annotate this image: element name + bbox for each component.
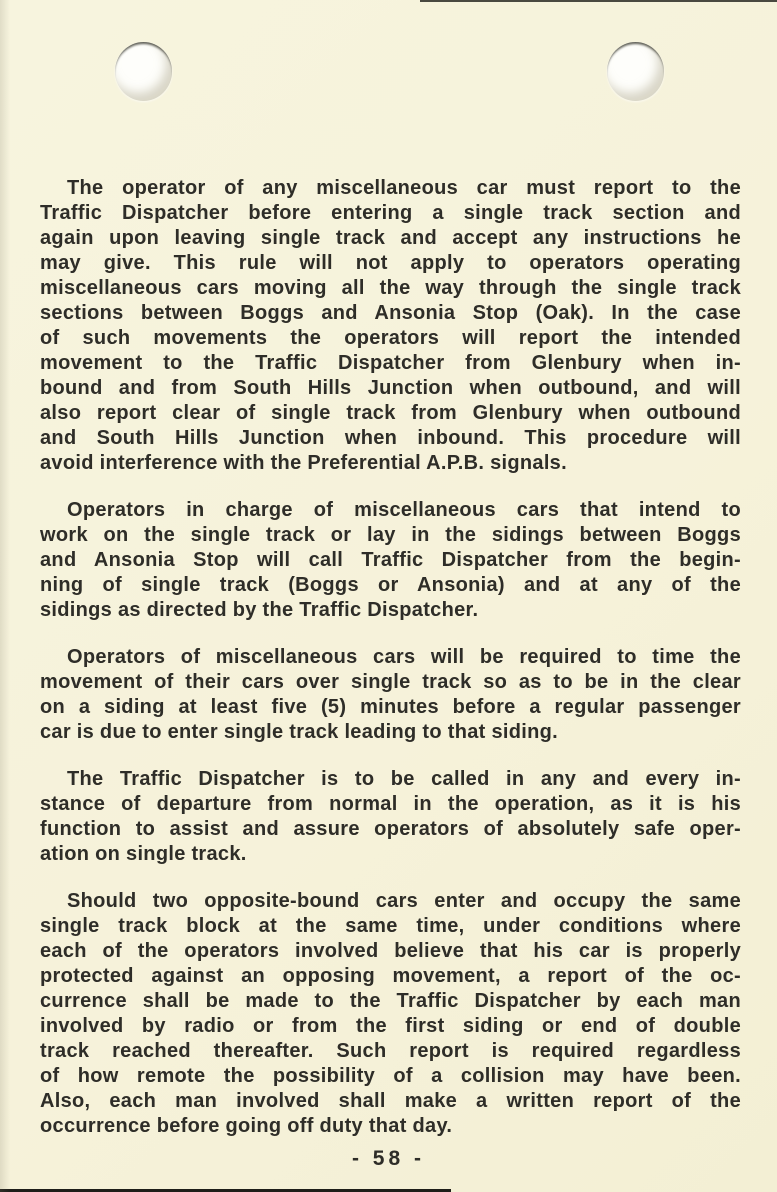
text-line: function to assist and assure operators of absolutely safe oper- [40, 818, 741, 840]
paragraph [40, 498, 741, 623]
text-line: may give. This rule will not apply to operators operating [40, 252, 741, 274]
text-line: and South Hills Junction when inbound. This procedure will [40, 427, 741, 449]
text-line: movement to the Traffic Dispatcher from Glenbury when in- [40, 352, 741, 374]
text-line: also report clear of single track from Glenbury when outbound [40, 402, 741, 424]
text-line: again upon leaving single track and accept any instructions he [40, 227, 741, 249]
text-line: Should two opposite-bound cars enter and occupy the same [67, 890, 741, 912]
text-line: Traffic Dispatcher before entering a single track section and [40, 202, 741, 224]
text-line: sidings as directed by the Traffic Dispatcher. [40, 599, 479, 621]
text-line: stance of departure from normal in the operation, as it is his [40, 793, 741, 815]
text-line: work on the single track or lay in the sidings between Boggs [40, 524, 741, 546]
paragraph [40, 176, 741, 476]
text-line: on a siding at least five (5) minutes before a regular passenger [40, 696, 741, 718]
paragraph [40, 767, 741, 867]
text-line: ning of single track (Boggs or Ansonia) and at any of the [40, 574, 741, 596]
text-line: of such movements the operators will report the intended [40, 327, 741, 349]
text-line: movement of their cars over single track so as to be in the clear [40, 671, 741, 693]
scan-edge-top [420, 0, 777, 2]
text-line: car is due to enter single track leading to that siding. [40, 721, 559, 743]
text-block [40, 176, 741, 1139]
text-line: and Ansonia Stop will call Traffic Dispatcher from the begin- [40, 549, 741, 571]
text-line: protected against an opposing movement, a report of the oc- [40, 965, 741, 987]
text-line: The operator of any miscellaneous car must report to the [67, 177, 741, 199]
text-line: single track block at the same time, under conditions where [40, 915, 741, 937]
text-line: bound and from South Hills Junction when outbound, and will [40, 377, 741, 399]
text-line: sections between Boggs and Ansonia Stop (Oak). In the case [40, 302, 741, 324]
punch-hole-left [115, 42, 172, 101]
paragraph [40, 645, 741, 745]
text-line: Operators of miscellaneous cars will be required to time the [67, 646, 741, 668]
text-line: each of the operators involved believe that his car is properly [40, 940, 741, 962]
text-line: currence shall be made to the Traffic Dispatcher by each man [40, 990, 741, 1012]
text-line: The Traffic Dispatcher is to be called in any and every in- [67, 768, 741, 790]
page-number: - 58 - [351, 1147, 425, 1170]
scan-edge-left-shadow [0, 0, 10, 1192]
text-line: of how remote the possibility of a collision may have been. [40, 1065, 741, 1087]
text-line: track reached thereafter. Such report is required regardless [40, 1040, 741, 1062]
punch-hole-right [607, 42, 664, 101]
text-line: involved by radio or from the first siding or end of double [40, 1015, 741, 1037]
text-line: occurrence before going off duty that day. [40, 1115, 453, 1137]
text-line: miscellaneous cars moving all the way through the single track [40, 277, 741, 299]
text-line: avoid interference with the Preferential A.P.B. signals. [40, 452, 567, 474]
text-line: ation on single track. [40, 843, 247, 865]
text-line: Operators in charge of miscellaneous cars that intend to [67, 499, 741, 521]
text-line: Also, each man involved shall make a written report of the [40, 1090, 741, 1112]
paragraph [40, 889, 741, 1139]
